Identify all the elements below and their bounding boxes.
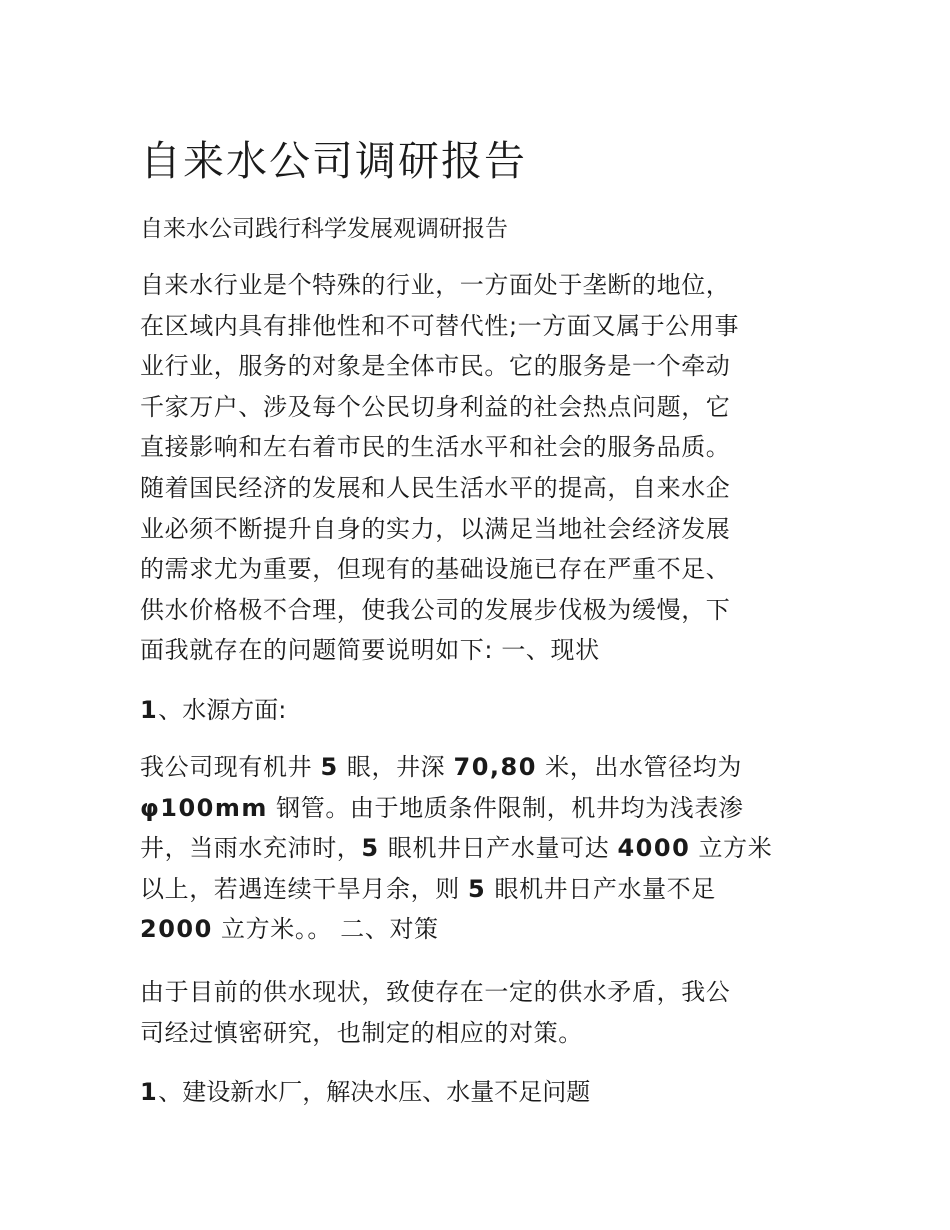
number-run: 70,80 bbox=[453, 753, 537, 781]
countermeasure-paragraph bbox=[140, 972, 820, 1053]
number-run: 4000 bbox=[617, 834, 691, 863]
text-run: 眼机井日产水量可达 bbox=[379, 834, 618, 863]
intro-line: 面我就存在的问题简要说明如下: 一、现状 bbox=[140, 636, 600, 665]
text-run: 立方米。。 二、对策 bbox=[212, 915, 439, 944]
section-number: 1 bbox=[140, 696, 159, 724]
text-run: 眼，井深 bbox=[338, 753, 454, 781]
intro-line: 直接影响和左右着市民的生活水平和社会的服务品质。 bbox=[140, 433, 731, 462]
intro-line: 随着国民经济的发展和人民生活水平的提高，自来水企 bbox=[140, 473, 731, 502]
intro-line: 自来水行业是个特殊的行业，一方面处于垄断的地位， bbox=[140, 271, 731, 299]
section-label: 、建设新水厂，解决水压、水量不足问题 bbox=[158, 1078, 591, 1106]
intro-paragraph bbox=[140, 265, 820, 671]
intro-line: 千家万户、涉及每个公民切身利益的社会热点问题，它 bbox=[140, 392, 731, 421]
number-run: 5 bbox=[320, 753, 339, 781]
section-number: 1 bbox=[140, 1078, 159, 1106]
number-run: 5 bbox=[468, 874, 487, 903]
text-run: 眼机井日产水量不足 bbox=[486, 874, 716, 903]
document-subtitle: 自来水公司践行科学发展观调研报告 bbox=[140, 216, 508, 242]
text-run: 我公司现有机井 bbox=[140, 753, 321, 781]
countermeasure-line: 由于目前的供水现状，致使存在一定的供水矛盾，我公 bbox=[140, 978, 731, 1006]
text-run: 以上，若遇连续干旱月余，则 bbox=[140, 874, 469, 903]
section-heading-new-plant bbox=[140, 1072, 590, 1107]
countermeasure-line: 司经过慎密研究，也制定的相应的对策。 bbox=[140, 1018, 583, 1047]
intro-line: 在区域内具有排他性和不可替代性;一方面又属于公用事 bbox=[140, 311, 740, 340]
water-source-line bbox=[140, 909, 820, 950]
text-run: 钢管。由于地质条件限制，机井均为浅表渗 bbox=[267, 793, 744, 822]
intro-line: 供水价格极不合理，使我公司的发展步伐极为缓慢，下 bbox=[140, 595, 731, 624]
intro-line: 业行业，服务的对象是全体市民。它的服务是一个牵动 bbox=[140, 352, 731, 381]
document-title: 自来水公司调研报告 bbox=[140, 137, 527, 185]
section-label: 、水源方面: bbox=[158, 696, 287, 724]
text-run: 米，出水管径均为 bbox=[536, 753, 742, 781]
intro-line: 业必须不断提升自身的实力，以满足当地社会经济发展 bbox=[140, 514, 731, 543]
section-heading-water-source bbox=[140, 690, 286, 725]
water-source-line bbox=[140, 869, 820, 910]
text-run: 立方米 bbox=[690, 834, 773, 863]
water-source-paragraph bbox=[140, 747, 820, 950]
water-source-line bbox=[140, 828, 820, 869]
water-source-line bbox=[140, 747, 820, 788]
text-run: 井，当雨水充沛时， bbox=[140, 834, 362, 863]
intro-line: 的需求尤为重要，但现有的基础设施已存在严重不足、 bbox=[140, 555, 731, 584]
number-run: φ100mm bbox=[140, 793, 268, 822]
water-source-line bbox=[140, 788, 820, 829]
number-run: 5 bbox=[361, 834, 380, 863]
number-run: 2000 bbox=[140, 915, 213, 944]
